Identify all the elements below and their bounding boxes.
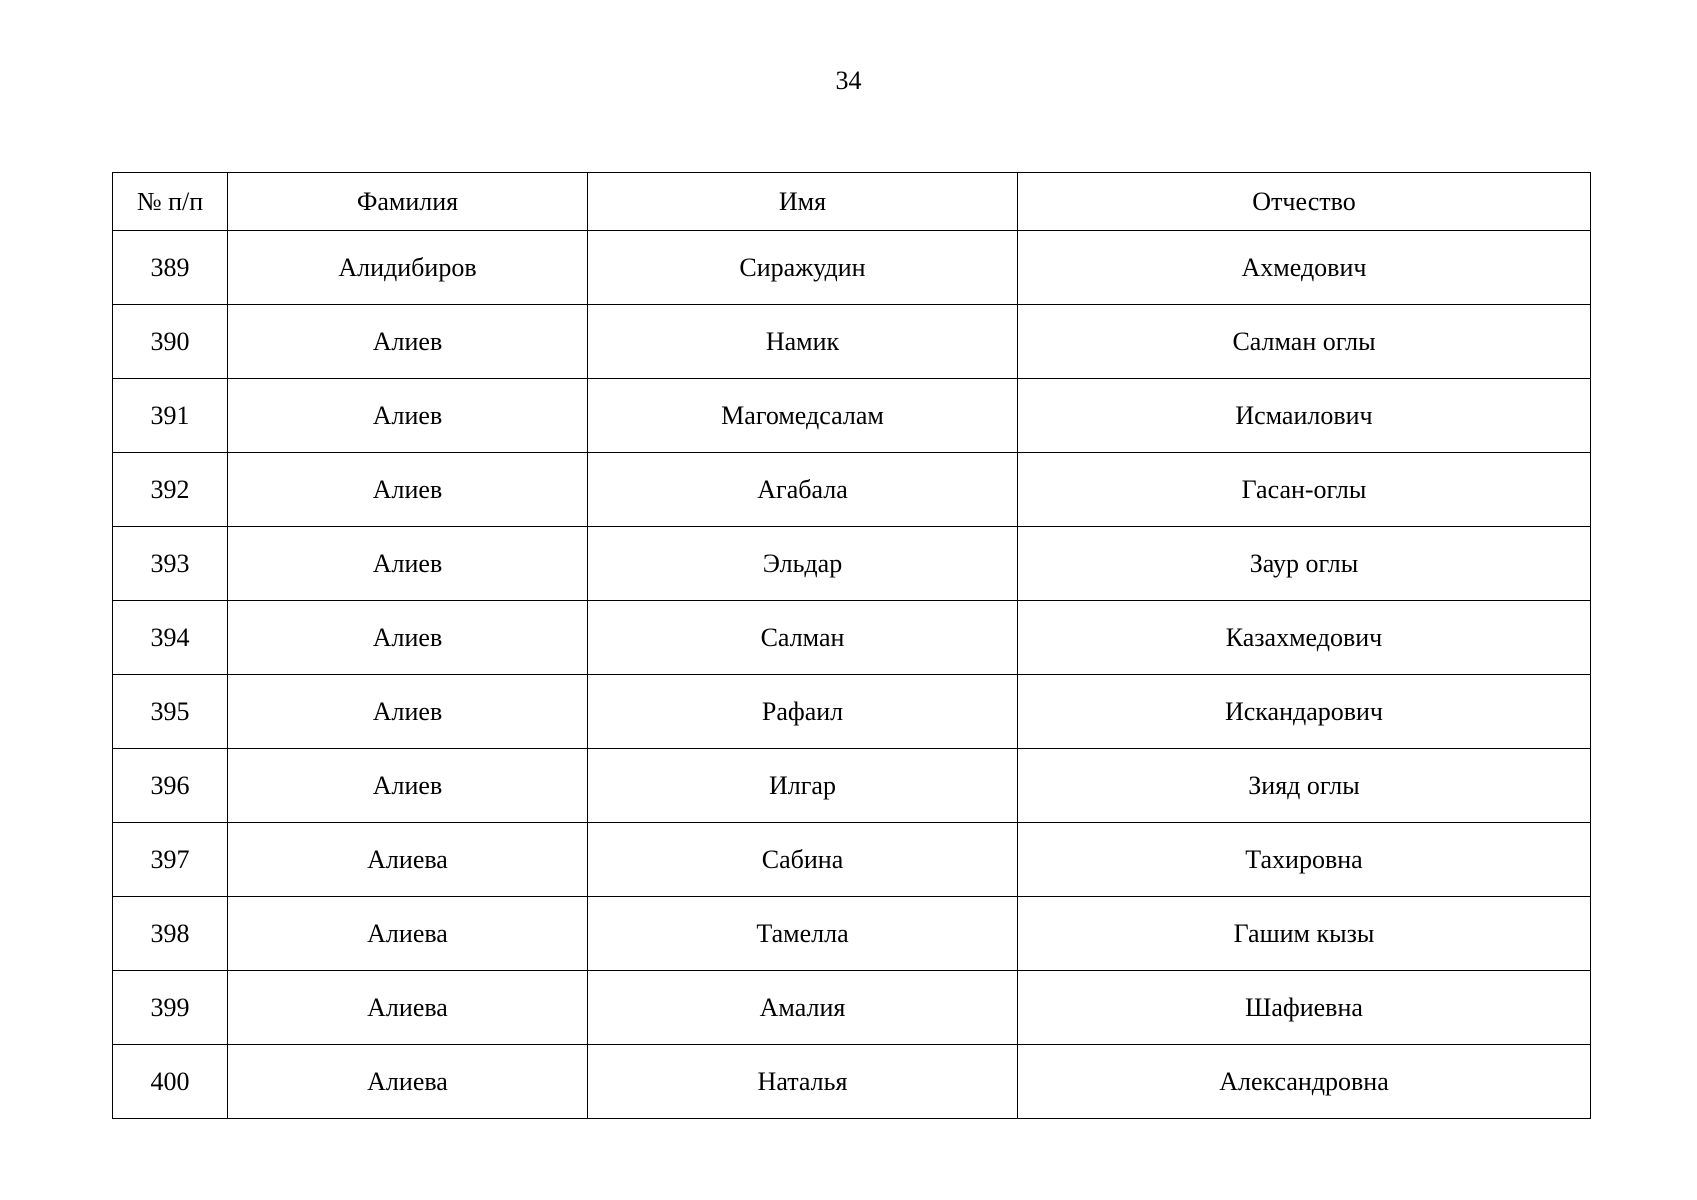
cell-last-name: Алиев: [228, 453, 588, 527]
table-row: [113, 749, 1591, 823]
cell-first-name: Рафаил: [588, 675, 1018, 749]
cell-num: 396: [113, 749, 228, 823]
cell-first-name: Магомедсалам: [588, 379, 1018, 453]
cell-first-name: Агабала: [588, 453, 1018, 527]
cell-last-name: Алиева: [228, 897, 588, 971]
cell-last-name: Алиева: [228, 823, 588, 897]
cell-num: 400: [113, 1045, 228, 1119]
table-row: [113, 823, 1591, 897]
table-row: [113, 971, 1591, 1045]
table-row: [113, 379, 1591, 453]
cell-num: 398: [113, 897, 228, 971]
header-last-name: Фамилия: [228, 173, 588, 231]
cell-num: 391: [113, 379, 228, 453]
header-patronymic: Отчество: [1018, 173, 1591, 231]
cell-first-name: Сиражудин: [588, 231, 1018, 305]
cell-last-name: Алиева: [228, 1045, 588, 1119]
cell-patronymic: Александровна: [1018, 1045, 1591, 1119]
cell-first-name: Тамелла: [588, 897, 1018, 971]
table-row: [113, 897, 1591, 971]
table-row: [113, 601, 1591, 675]
cell-patronymic: Казахмедович: [1018, 601, 1591, 675]
header-num: № п/п: [113, 173, 228, 231]
cell-patronymic: Гашим кызы: [1018, 897, 1591, 971]
cell-last-name: Алиев: [228, 601, 588, 675]
cell-patronymic: Зияд оглы: [1018, 749, 1591, 823]
table-row: [113, 453, 1591, 527]
cell-first-name: Амалия: [588, 971, 1018, 1045]
table-row: [113, 675, 1591, 749]
cell-num: 390: [113, 305, 228, 379]
cell-patronymic: Гасан-оглы: [1018, 453, 1591, 527]
table-row: [113, 1045, 1591, 1119]
cell-first-name: Илгар: [588, 749, 1018, 823]
persons-table: [112, 172, 1591, 1119]
cell-num: 389: [113, 231, 228, 305]
cell-patronymic: Ахмедович: [1018, 231, 1591, 305]
cell-num: 397: [113, 823, 228, 897]
cell-first-name: Наталья: [588, 1045, 1018, 1119]
cell-patronymic: Салман оглы: [1018, 305, 1591, 379]
header-first-name: Имя: [588, 173, 1018, 231]
table-header: [113, 173, 1591, 231]
cell-last-name: Алидибиров: [228, 231, 588, 305]
cell-first-name: Салман: [588, 601, 1018, 675]
table-body: [113, 231, 1591, 1119]
cell-num: 394: [113, 601, 228, 675]
table-row: [113, 527, 1591, 601]
cell-last-name: Алиев: [228, 749, 588, 823]
cell-last-name: Алиев: [228, 305, 588, 379]
cell-first-name: Эльдар: [588, 527, 1018, 601]
cell-last-name: Алиева: [228, 971, 588, 1045]
cell-num: 392: [113, 453, 228, 527]
cell-num: 393: [113, 527, 228, 601]
cell-first-name: Сабина: [588, 823, 1018, 897]
header-row: [113, 173, 1591, 231]
cell-last-name: Алиев: [228, 675, 588, 749]
cell-patronymic: Исмаилович: [1018, 379, 1591, 453]
cell-num: 395: [113, 675, 228, 749]
cell-patronymic: Тахировна: [1018, 823, 1591, 897]
cell-first-name: Намик: [588, 305, 1018, 379]
cell-last-name: Алиев: [228, 379, 588, 453]
cell-num: 399: [113, 971, 228, 1045]
cell-patronymic: Искандарович: [1018, 675, 1591, 749]
table-row: [113, 231, 1591, 305]
page-number: 34: [835, 66, 862, 95]
cell-patronymic: Шафиевна: [1018, 971, 1591, 1045]
cell-patronymic: Заур оглы: [1018, 527, 1591, 601]
cell-last-name: Алиев: [228, 527, 588, 601]
table-row: [113, 305, 1591, 379]
